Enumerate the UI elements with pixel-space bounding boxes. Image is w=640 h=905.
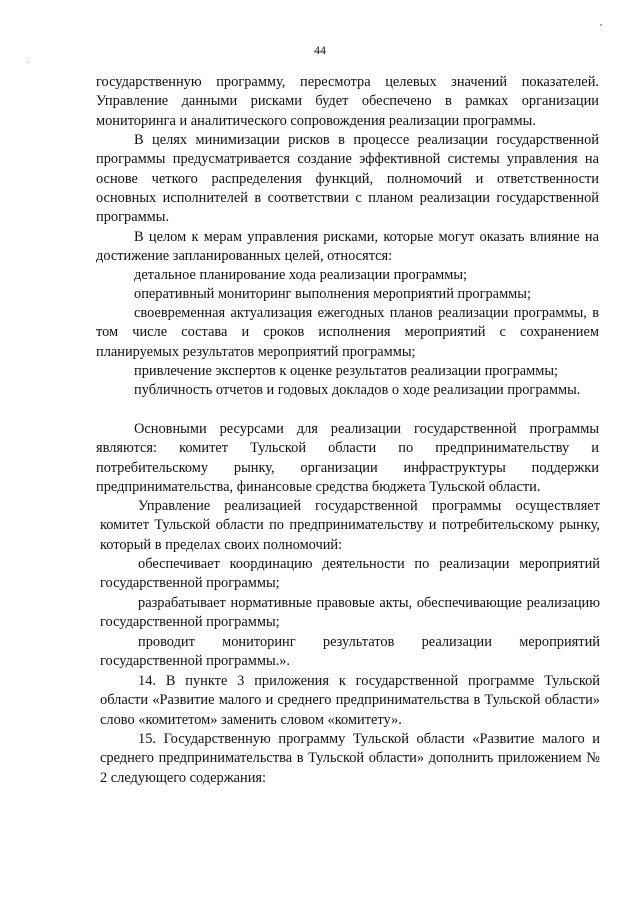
paragraph-measure-updating-plans: своевременная актуализация ежегодных планов реализации программы, в том числе состава и сроков исполнения мероприятий с сохранением планируемых результатов мероприятий программы;	[96, 305, 599, 360]
scan-speck	[600, 24, 602, 26]
paragraph-risk-measures-heading: В целом к мерам управления рисками, которые могут оказать влияние на достижение запланированных целей, относятся:	[96, 229, 599, 265]
paragraph-item-14: 14. В пункте 3 приложения к государственной программе Тульской области «Развитие малого и среднего предпринимательства в Тульской области» слово «комитетом» заменить словом «комитету».	[100, 673, 600, 728]
paragraph-measure-planning: детальное планирование хода реализации программы;	[134, 267, 468, 283]
paragraph-risk-minimization: В целях минимизации рисков в процессе реализации государственной программы предусматривается создание эффективной системы управления на основе четкого распределения функций, полномочий и ответственности основных исполнителей в соответствии с планом реализации государственной программы.	[96, 132, 599, 226]
paragraph-measure-monitoring: оперативный мониторинг выполнения мероприятий программы;	[134, 286, 531, 302]
paragraph-coordination: обеспечивает координацию деятельности по реализации мероприятий государственной программы;	[100, 556, 600, 592]
scan-speck	[28, 62, 29, 63]
page-number: 44	[314, 43, 326, 57]
paragraph-item-15: 15. Государственную программу Тульской области «Развитие малого и среднего предпринимательства в Тульской области» дополнить приложением № 2 следующего содержания:	[100, 731, 600, 786]
paragraph-main-resources: Основными ресурсами для реализации государственной программы являются: комитет Тульской области по предпринимательству и потребительскому рынку, организации инфраструктуры поддержки предпринимательства, финансовые средства бюджета Тульской области.	[96, 421, 599, 495]
paragraph-management-committee: Управление реализацией государственной программы осуществляет комитет Тульской области по предпринимательству и потребительскому рынку, который в пределах своих полномочий:	[100, 498, 600, 553]
paragraph-measure-publicity: публичность отчетов и годовых докладов о ходе реализации программы.	[134, 382, 581, 398]
paragraph-risk-management-intro: государственную программу, пересмотра целевых значений показателей. Управление данными рисками будет обеспечено в рамках организации мониторинга и аналитического сопровождения реализации программы.	[96, 74, 599, 129]
paragraph-legal-acts: разрабатывает нормативные правовые акты, обеспечивающие реализацию государственной программы;	[100, 595, 600, 631]
paragraph-measure-experts: привлечение экспертов к оценке результатов реализации программы;	[134, 363, 559, 379]
paragraph-results-monitoring: проводит мониторинг результатов реализации мероприятий государственной программы.».	[100, 634, 600, 670]
